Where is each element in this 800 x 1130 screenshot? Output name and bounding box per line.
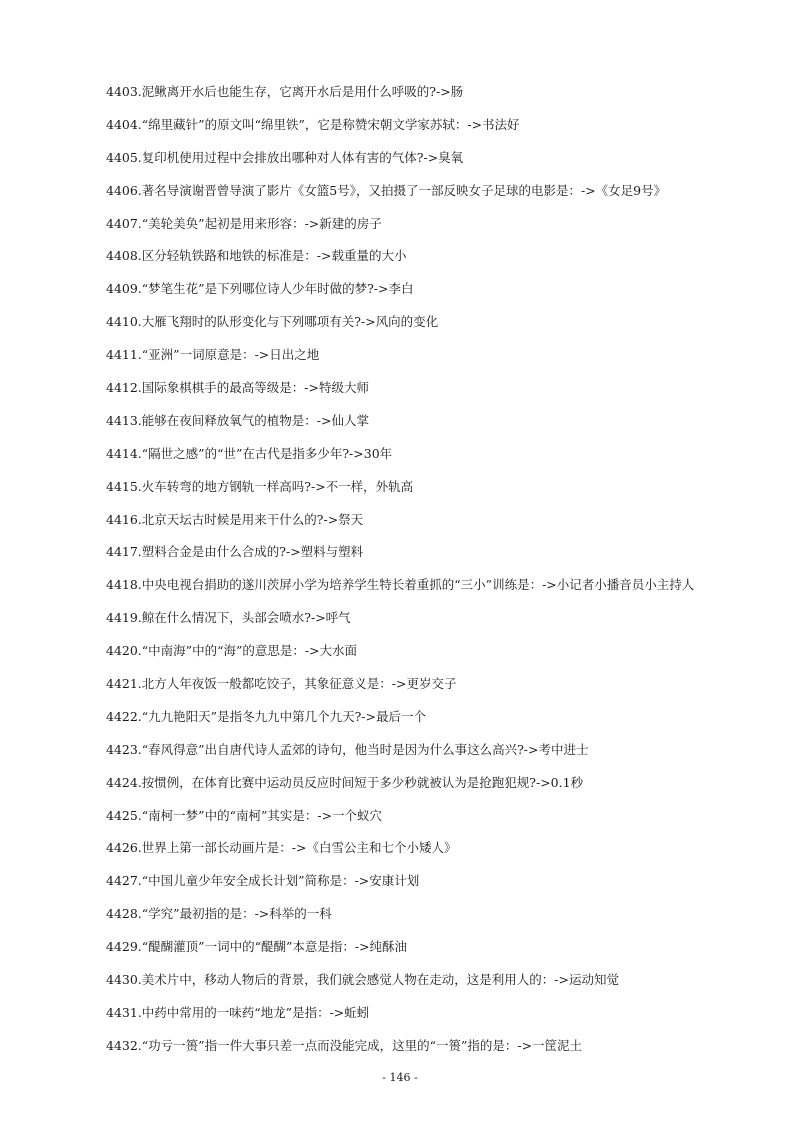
qa-item: 4416.北京天坛古时候是用来干什么的?->祭天 [106, 511, 364, 527]
qa-item: 4408.区分轻轨铁路和地铁的标准是：->载重量的大小 [106, 248, 407, 264]
qa-item: 4411.“亚洲”一词原意是：->日出之地 [106, 347, 320, 363]
qa-item: 4410.大雁飞翔时的队形变化与下列哪项有关?->风向的变化 [106, 314, 439, 330]
qa-item: 4415.火车转弯的地方钢轨一样高吗?->不一样，外轨高 [106, 478, 414, 494]
qa-item: 4414.“隔世之感”的“世”在古代是指多少年?->30年 [106, 445, 393, 461]
qa-item: 4406.著名导演谢晋曾导演了影片《女篮5号》，又拍摄了一部反映女子足球的电影是：->《女足9号》 [106, 182, 667, 198]
qa-item: 4420.“中南海”中的“海”的意思是：->大水面 [106, 643, 358, 659]
qa-item: 4403.泥鳅离开水后也能生存，它离开水后是用什么呼吸的?->肠 [106, 84, 464, 99]
qa-item: 4413.能够在夜间释放氧气的植物是：->仙人掌 [106, 412, 369, 428]
qa-item: 4417.塑料合金是由什么合成的?->塑料与塑料 [106, 544, 364, 560]
qa-item: 4423.“春风得意”出自唐代诗人孟郊的诗句，他当时是因为什么事这么高兴?->考中进士 [106, 741, 589, 757]
qa-item: 4430.美术片中，移动人物后的背景，我们就会感觉人物在走动，这是利用人的：->运动知觉 [106, 972, 619, 988]
qa-item: 4427.“中国儿童少年安全成长计划”简称是：->安康计划 [106, 873, 420, 889]
qa-item: 4432.“功亏一篑”指一件大事只差一点而没能完成，这里的“一篑”指的是：->一筐泥土 [106, 1037, 583, 1053]
qa-item: 4422.“九九艳阳天”是指冬九九中第几个九天?->最后一个 [106, 708, 426, 724]
qa-item: 4428.“学究”最初指的是：->科举的一科 [106, 906, 332, 922]
qa-item: 4421.北方人年夜饭一般都吃饺子，其象征意义是：->更岁交子 [106, 676, 457, 692]
qa-item: 4419.鲸在什么情况下，头部会喷水?->呼气 [106, 610, 351, 626]
qa-item: 4405.复印机使用过程中会排放出哪种对人体有害的气体?->臭氧 [106, 149, 464, 165]
qa-item: 4424.按惯例，在体育比赛中运动员反应时间短于多少秒就被认为是抢跑犯规?->0.1秒 [106, 774, 584, 790]
qa-item: 4431.中药中常用的一味药“地龙”是指：->蚯蚓 [106, 1004, 370, 1020]
qa-item: 4407.“美轮美奂”起初是用来形容：->新建的房子 [106, 215, 382, 231]
qa-item: 4429.“醍醐灌顶”一词中的“醍醐”本意是指：->纯酥油 [106, 939, 408, 955]
qa-item: 4404.“绵里藏针”的原文叫“绵里铁”，它是称赞宋朝文学家苏轼：->书法好 [106, 116, 520, 132]
qa-item: 4425.“南柯一梦”中的“南柯”其实是：->一个蚁穴 [106, 807, 383, 823]
qa-item: 4426.世界上第一部长动画片是：->《白雪公主和七个小矮人》 [106, 840, 457, 856]
qa-item: 4412.国际象棋棋手的最高等级是：->特级大师 [106, 380, 369, 396]
qa-item: 4409.“梦笔生花”是下列哪位诗人少年时做的梦?->李白 [106, 281, 414, 297]
qa-list [78, 81, 728, 1068]
qa-item: 4418.中央电视台捐助的遂川茨屏小学为培养学生特长着重抓的“三小”训练是：->小记者小播音员小主持人 [106, 577, 695, 593]
page-number: - 146 - [382, 1071, 418, 1084]
